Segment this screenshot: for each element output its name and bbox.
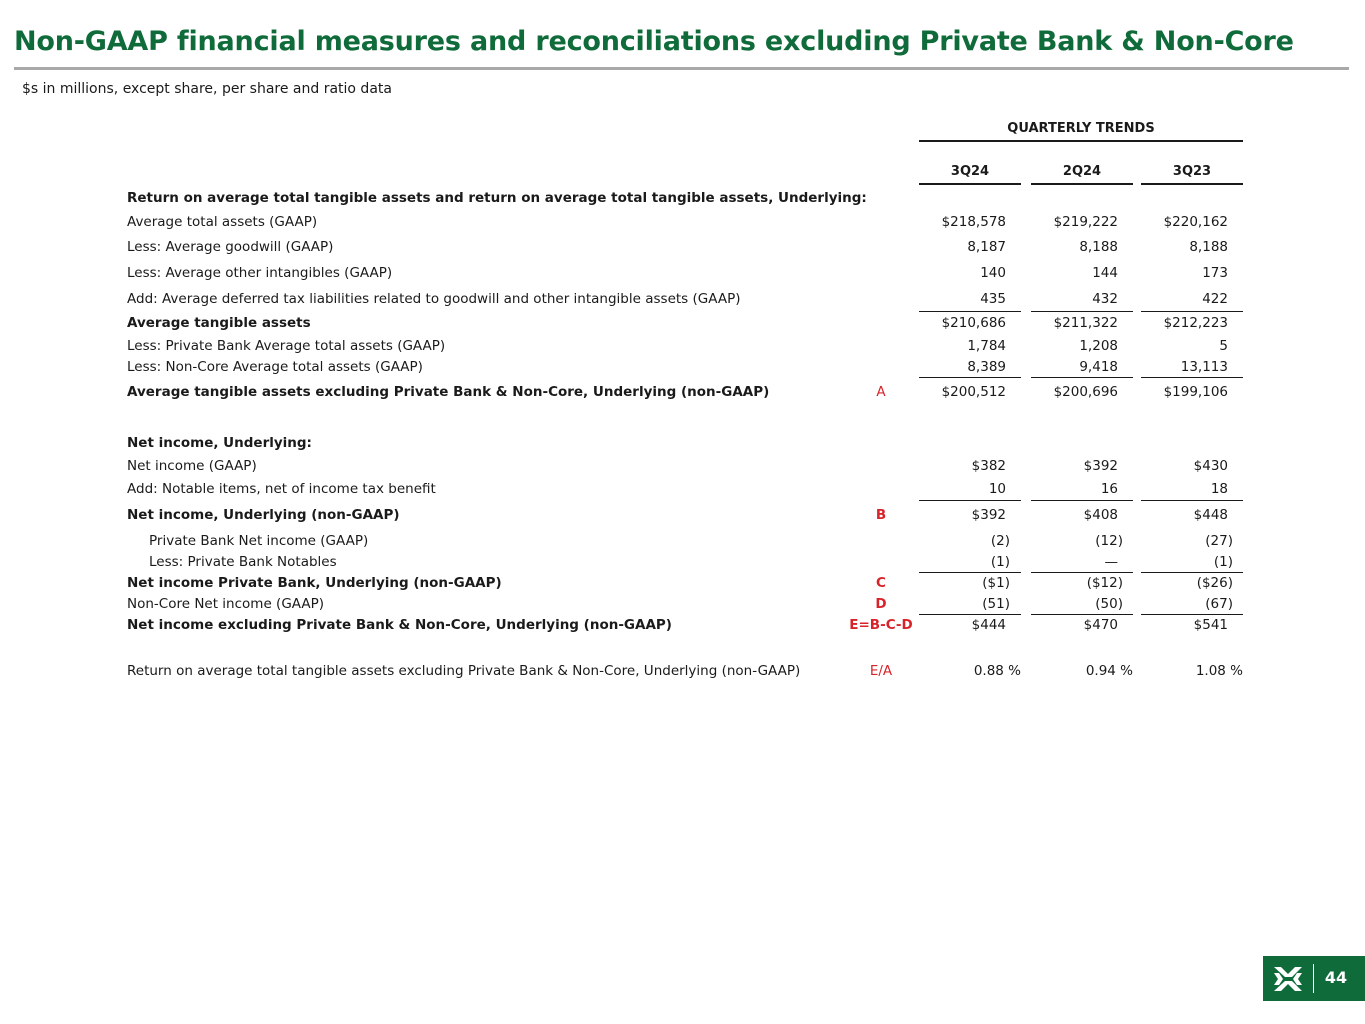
page-number: 44	[1324, 968, 1348, 987]
table-row	[0, 481, 1365, 501]
cell-2q24: $408	[1083, 507, 1118, 523]
cell-3q23: 18	[1210, 481, 1228, 497]
cell-2q24: 9,418	[1079, 359, 1118, 375]
row-label: Private Bank Net income (GAAP)	[149, 533, 369, 549]
subtotal-rule	[1031, 311, 1133, 312]
cell-2q24: 144	[1092, 265, 1118, 281]
column-header-3q23: 3Q23	[1172, 164, 1212, 179]
page-title: Non-GAAP financial measures and reconciliations excluding Private Bank & Non-Core	[14, 26, 1294, 57]
badge-separator	[1313, 964, 1314, 993]
cell-3q23: 422	[1202, 291, 1228, 307]
cell-3q24: (2)	[990, 533, 1010, 549]
row-label: Less: Private Bank Average total assets (GAAP)	[127, 338, 446, 354]
table-row	[0, 265, 1365, 285]
table-row-subtotal	[0, 507, 1365, 527]
subtotal-rule	[1031, 377, 1133, 378]
subtotal-rule	[919, 500, 1021, 501]
row-label: Non-Core Net income (GAAP)	[127, 596, 325, 612]
subtotal-rule	[1031, 500, 1133, 501]
cell-2q24: 1,208	[1079, 338, 1118, 354]
row-reference: E=B-C-D	[849, 617, 913, 633]
subtotal-rule	[1031, 614, 1133, 615]
row-label: Less: Average goodwill (GAAP)	[127, 239, 334, 255]
cell-3q23: (27)	[1205, 533, 1233, 549]
column-underline	[1141, 183, 1243, 185]
cell-3q24: $210,686	[941, 315, 1006, 331]
row-label: Return on average total tangible assets and return on average total tangible assets, Underlying:	[127, 190, 867, 206]
cell-3q23: $430	[1193, 458, 1228, 474]
row-reference: C	[876, 575, 886, 591]
row-reference: E/A	[869, 663, 893, 679]
cell-2q24: 8,188	[1079, 239, 1118, 255]
subtotal-rule	[1141, 500, 1243, 501]
cell-3q23: 173	[1202, 265, 1228, 281]
cell-3q23: ($26)	[1196, 575, 1233, 591]
subtotal-rule	[1141, 614, 1243, 615]
brand-mark-icon	[1272, 963, 1304, 995]
table-row-section-heading	[0, 190, 1365, 210]
cell-2q24: (12)	[1095, 533, 1123, 549]
row-label: Add: Notable items, net of income tax benefit	[127, 481, 436, 497]
title-divider	[14, 67, 1349, 70]
cell-3q24: ($1)	[982, 575, 1010, 591]
subtotal-rule	[1031, 572, 1133, 573]
quarterly-trends-header: QUARTERLY TRENDS	[1007, 121, 1155, 136]
column-underline	[919, 183, 1021, 185]
cell-3q23: $220,162	[1163, 214, 1228, 230]
table-row	[0, 214, 1365, 234]
table-row	[0, 239, 1365, 259]
cell-2q24: $392	[1083, 458, 1118, 474]
cell-2q24: (50)	[1095, 596, 1123, 612]
subtotal-rule	[1141, 377, 1243, 378]
column-header-3q24: 3Q24	[950, 164, 990, 179]
cell-3q24: $218,578	[941, 214, 1006, 230]
cell-2q24: $470	[1083, 617, 1118, 633]
cell-3q24: (51)	[982, 596, 1010, 612]
row-reference: D	[875, 596, 887, 612]
table-row-subtotal	[0, 315, 1365, 335]
cell-3q23: $448	[1193, 507, 1228, 523]
cell-3q24: $444	[971, 617, 1006, 633]
row-label: Less: Private Bank Notables	[149, 554, 337, 570]
column-header-2q24: 2Q24	[1062, 164, 1102, 179]
cell-2q24: 16	[1100, 481, 1118, 497]
row-label: Net income, Underlying:	[127, 435, 312, 451]
cell-3q24: $200,512	[941, 384, 1006, 400]
cell-3q23: 5	[1219, 338, 1228, 354]
row-label: Net income Private Bank, Underlying (non-GAAP)	[127, 575, 502, 591]
cell-2q24: $219,222	[1053, 214, 1118, 230]
table-row-ratio	[0, 663, 1365, 683]
row-label: Add: Average deferred tax liabilities related to goodwill and other intangible assets (GAAP)	[127, 291, 741, 307]
cell-3q24: $392	[971, 507, 1006, 523]
cell-3q23: $212,223	[1163, 315, 1228, 331]
table-row	[0, 291, 1365, 311]
row-label: Less: Non-Core Average total assets (GAAP)	[127, 359, 423, 375]
cell-3q23: 13,113	[1180, 359, 1228, 375]
table-row	[0, 554, 1365, 574]
table-row	[0, 458, 1365, 478]
cell-2q24: —	[1104, 554, 1118, 570]
cell-3q24: (1)	[990, 554, 1010, 570]
row-label: Net income excluding Private Bank & Non-Core, Underlying (non-GAAP)	[127, 617, 672, 633]
subtotal-rule	[919, 377, 1021, 378]
cell-2q24: $211,322	[1053, 315, 1118, 331]
row-label: Average tangible assets excluding Private Bank & Non-Core, Underlying (non-GAAP)	[127, 384, 770, 400]
cell-3q24: $382	[971, 458, 1006, 474]
cell-3q23: 8,188	[1189, 239, 1228, 255]
cell-3q23: (67)	[1205, 596, 1233, 612]
cell-3q24: 0.88 %	[973, 663, 1021, 679]
table-row	[0, 359, 1365, 379]
cell-3q24: 1,784	[967, 338, 1006, 354]
table-row-total	[0, 384, 1365, 404]
cell-2q24: 432	[1092, 291, 1118, 307]
subtotal-rule	[1141, 572, 1243, 573]
cell-2q24: 0.94 %	[1085, 663, 1133, 679]
cell-3q24: 435	[980, 291, 1006, 307]
table-row	[0, 533, 1365, 553]
table-row-total	[0, 617, 1365, 637]
subtotal-rule	[919, 572, 1021, 573]
row-label: Average total assets (GAAP)	[127, 214, 318, 230]
table-row	[0, 596, 1365, 616]
cell-3q24: 8,389	[967, 359, 1006, 375]
cell-3q23: $541	[1193, 617, 1228, 633]
table-row	[0, 338, 1365, 358]
cell-3q24: 140	[980, 265, 1006, 281]
table-row-subtotal	[0, 575, 1365, 595]
units-note: $s in millions, except share, per share and ratio data	[22, 81, 392, 97]
quarterly-trends-underline	[919, 140, 1243, 142]
row-label: Net income, Underlying (non-GAAP)	[127, 507, 400, 523]
row-reference: A	[876, 384, 886, 400]
cell-2q24: $200,696	[1053, 384, 1118, 400]
row-label: Return on average total tangible assets excluding Private Bank & Non-Core, Underlying (non-GAAP)	[127, 663, 801, 679]
column-underline	[1031, 183, 1133, 185]
subtotal-rule	[1141, 311, 1243, 312]
cell-3q23: $199,106	[1163, 384, 1228, 400]
cell-3q24: 8,187	[967, 239, 1006, 255]
row-label: Average tangible assets	[127, 315, 311, 331]
table-row-section-heading	[0, 435, 1365, 455]
cell-3q24: 10	[988, 481, 1006, 497]
row-label: Less: Average other intangibles (GAAP)	[127, 265, 393, 281]
cell-2q24: ($12)	[1086, 575, 1123, 591]
row-label: Net income (GAAP)	[127, 458, 257, 474]
cell-3q23: 1.08 %	[1195, 663, 1243, 679]
cell-3q23: (1)	[1213, 554, 1233, 570]
subtotal-rule	[919, 311, 1021, 312]
subtotal-rule	[919, 614, 1021, 615]
row-reference: B	[875, 507, 887, 523]
